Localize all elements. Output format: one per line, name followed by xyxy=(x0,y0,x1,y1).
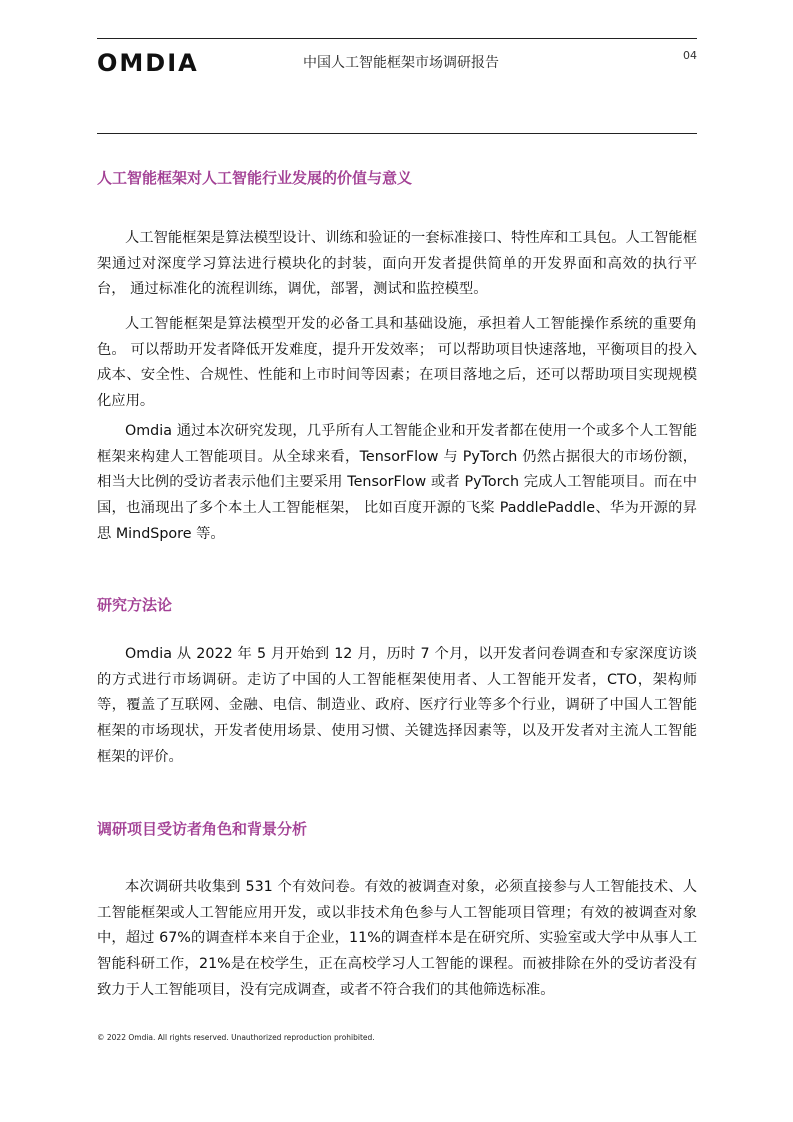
paragraph: 人工智能框架是算法模型设计、训练和验证的一套标准接口、特性库和工具包。人工智能框架通过对深度学习算法进行模块化的封装，面向开发者提供简单的开发界面和高效的执行平台， 通过标准化的流程训练，调优，部署，测试和监控模型。 xyxy=(97,230,697,298)
paragraph: 本次调研共收集到 531 个有效问卷。有效的被调查对象，必须直接参与人工智能技术、人工智能框架或人工智能应用开发，或以非技术角色参与人工智能项目管理；有效的被调查对象中，超过 67%的调查样本来自于企业，11%的调查样本是在研究所、实验室或大学中从事人工智能科研工作，21%是在校学生，正在高校学习人工智能的课程。而被排除在外的受访者没有致力于人工智能项目，没有完成调查，或者不符合我们的其他筛选标准。 xyxy=(97,879,697,998)
page-number: 04 xyxy=(683,49,697,62)
section-heading-value: 人工智能框架对人工智能行业发展的价值与意义 xyxy=(97,169,413,187)
section-heading-methodology: 研究方法论 xyxy=(97,596,173,614)
paragraph: 人工智能框架是算法模型开发的必备工具和基础设施，承担着人工智能操作系统的重要角色。 可以帮助开发者降低开发难度，提升开发效率； 可以帮助项目快速落地，平衡项目的投入成本、安全性、合规性、性能和上市时间等因素；在项目落地之后，还可以帮助项目实现规模化应用。 xyxy=(97,316,697,410)
paragraph: Omdia 从 2022 年 5 月开始到 12 月，历时 7 个月，以开发者问卷调查和专家深度访谈的方式进行市场调研。走访了中国的人工智能框架使用者、人工智能开发者，CTO，架构师等，覆盖了互联网、金融、电信、制造业、政府、医疗行业等多个行业，调研了中国人工智能框架的市场现状，开发者使用场景、使用习惯、关键选择因素等，以及开发者对主流人工智能框架的评价。 xyxy=(97,646,697,765)
paragraph: Omdia 通过本次研究发现，几乎所有人工智能企业和开发者都在使用一个或多个人工智能框架来构建人工智能项目。从全球来看，TensorFlow 与 PyTorch 仍然占据很大的市场份额，相当大比例的受访者表示他们主要采用 TensorFlow 或者 PyTorch 完成人工智能项目。而在中国，也涌现出了多个本土人工智能框架， 比如百度开源的飞桨 PaddlePaddle、华为开源的昇思 MindSpore 等。 xyxy=(97,423,697,542)
omdia-logo: OMDIA xyxy=(97,49,199,77)
report-title: 中国人工智能框架市场调研报告 xyxy=(303,55,499,71)
copyright-footer: © 2022 Omdia. All rights reserved. Unauthorized reproduction prohibited. xyxy=(97,1033,375,1042)
header-top-rule xyxy=(97,38,697,39)
header-bottom-rule xyxy=(97,133,697,134)
section-heading-respondents: 调研项目受访者角色和背景分析 xyxy=(97,820,308,838)
